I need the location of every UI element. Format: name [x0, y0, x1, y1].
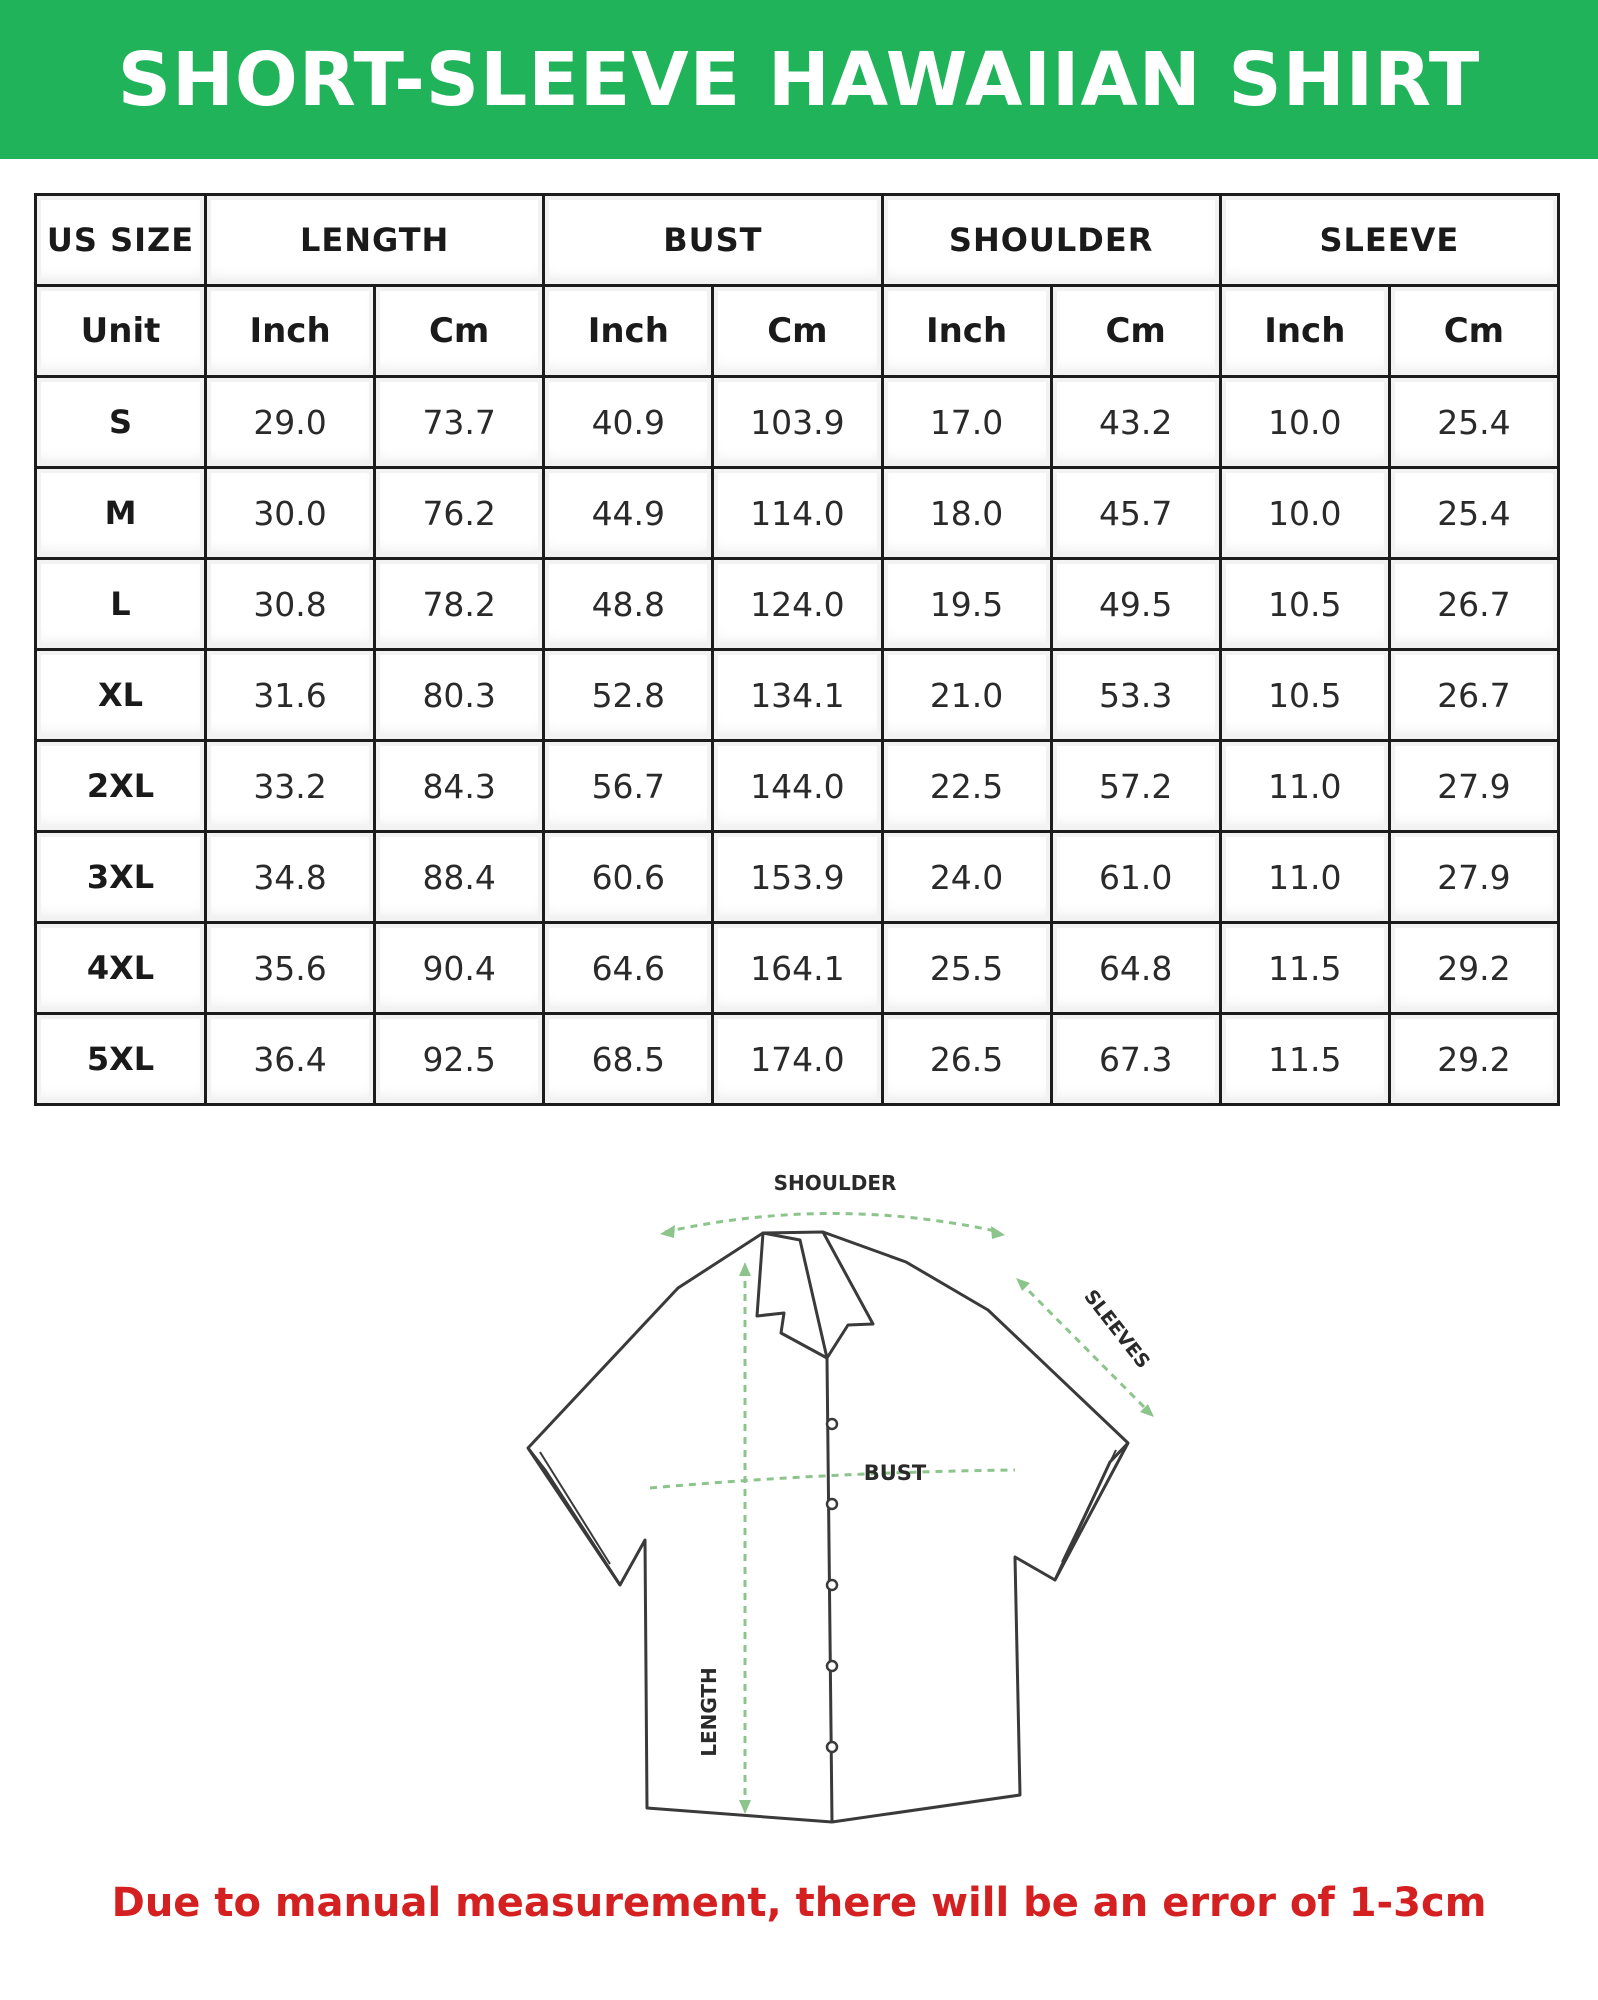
bust-cm-cell: 164.1 — [713, 923, 882, 1014]
length-cm-cell: 78.2 — [375, 559, 544, 650]
measurement-notice: Due to manual measurement, there will be an error of 1-3cm — [111, 1880, 1487, 1926]
table-row — [36, 923, 1559, 1014]
unit-length-cm: Cm — [375, 286, 544, 377]
header-length: LENGTH — [206, 195, 544, 286]
shoulder-inch-cell: 17.0 — [882, 377, 1051, 468]
length-inch-cell: 33.2 — [206, 741, 375, 832]
shoulder-inch-cell: 21.0 — [882, 650, 1051, 741]
button-icon — [827, 1499, 837, 1509]
sleeve-inch-cell: 10.0 — [1220, 468, 1389, 559]
group-header-row — [36, 195, 1559, 286]
bust-inch-cell: 56.7 — [544, 741, 713, 832]
shoulder-cm-cell: 57.2 — [1051, 741, 1220, 832]
header-sleeve: SLEEVE — [1220, 195, 1558, 286]
shoulder-cm-cell: 61.0 — [1051, 832, 1220, 923]
sleeve-inch-cell: 11.5 — [1220, 923, 1389, 1014]
bust-inch-cell: 40.9 — [544, 377, 713, 468]
table-row — [36, 832, 1559, 923]
bust-cm-cell: 114.0 — [713, 468, 882, 559]
sleeve-inch-cell: 10.0 — [1220, 377, 1389, 468]
unit-shoulder-cm: Cm — [1051, 286, 1220, 377]
table-row — [36, 559, 1559, 650]
size-chart-table — [34, 193, 1560, 1106]
bust-cm-cell: 144.0 — [713, 741, 882, 832]
table-row — [36, 741, 1559, 832]
bust-cm-cell: 174.0 — [713, 1014, 882, 1105]
sleeve-inch-cell: 11.0 — [1220, 832, 1389, 923]
shoulder-cm-cell: 53.3 — [1051, 650, 1220, 741]
unit-sleeve-inch: Inch — [1220, 286, 1389, 377]
bust-cm-cell: 124.0 — [713, 559, 882, 650]
sleeve-inch-cell: 10.5 — [1220, 650, 1389, 741]
page-title: SHORT-SLEEVE HAWAIIAN SHIRT — [117, 36, 1481, 123]
button-icon — [827, 1661, 837, 1671]
shoulder-inch-cell: 26.5 — [882, 1014, 1051, 1105]
sleeve-cm-cell: 25.4 — [1389, 377, 1558, 468]
shoulder-measure-line — [665, 1214, 1000, 1233]
sleeve-cm-cell: 26.7 — [1389, 559, 1558, 650]
length-inch-cell: 34.8 — [206, 832, 375, 923]
unit-shoulder-inch: Inch — [882, 286, 1051, 377]
shoulder-cm-cell: 49.5 — [1051, 559, 1220, 650]
shoulder-cm-cell: 64.8 — [1051, 923, 1220, 1014]
size-cell: 4XL — [36, 923, 206, 1014]
shoulder-inch-cell: 25.5 — [882, 923, 1051, 1014]
sleeve-cm-cell: 29.2 — [1389, 923, 1558, 1014]
length-cm-cell: 80.3 — [375, 650, 544, 741]
length-cm-cell: 84.3 — [375, 741, 544, 832]
button-icon — [827, 1419, 837, 1429]
table-row — [36, 1014, 1559, 1105]
shoulder-inch-cell: 18.0 — [882, 468, 1051, 559]
sleeve-inch-cell: 11.0 — [1220, 741, 1389, 832]
length-inch-cell: 31.6 — [206, 650, 375, 741]
length-cm-cell: 88.4 — [375, 832, 544, 923]
bust-label: BUST — [863, 1461, 927, 1485]
size-cell: 5XL — [36, 1014, 206, 1105]
length-label: LENGTH — [697, 1667, 721, 1757]
title-banner — [0, 0, 1598, 159]
length-cm-cell: 92.5 — [375, 1014, 544, 1105]
bust-inch-cell: 64.6 — [544, 923, 713, 1014]
shoulder-inch-cell: 19.5 — [882, 559, 1051, 650]
button-icon — [827, 1742, 837, 1752]
table-row — [36, 377, 1559, 468]
size-cell: 3XL — [36, 832, 206, 923]
shirt-outline — [528, 1232, 1128, 1822]
sleeve-cm-cell: 25.4 — [1389, 468, 1558, 559]
length-inch-cell: 29.0 — [206, 377, 375, 468]
length-inch-cell: 30.0 — [206, 468, 375, 559]
length-cm-cell: 90.4 — [375, 923, 544, 1014]
unit-bust-cm: Cm — [713, 286, 882, 377]
sleeves-label: SLEEVES — [1079, 1285, 1155, 1373]
bust-inch-cell: 48.8 — [544, 559, 713, 650]
unit-bust-inch: Inch — [544, 286, 713, 377]
arrow-icon — [1016, 1278, 1030, 1291]
header-us-size: US SIZE — [36, 195, 206, 286]
bust-inch-cell: 68.5 — [544, 1014, 713, 1105]
arrow-icon — [660, 1225, 675, 1238]
size-cell: XL — [36, 650, 206, 741]
arrow-icon — [991, 1226, 1005, 1239]
bust-cm-cell: 103.9 — [713, 377, 882, 468]
shirt-measurement-diagram — [480, 1150, 1180, 1850]
size-cell: S — [36, 377, 206, 468]
sleeve-cm-cell: 26.7 — [1389, 650, 1558, 741]
sleeve-inch-cell: 10.5 — [1220, 559, 1389, 650]
bust-inch-cell: 44.9 — [544, 468, 713, 559]
shoulder-cm-cell: 67.3 — [1051, 1014, 1220, 1105]
shoulder-cm-cell: 45.7 — [1051, 468, 1220, 559]
size-cell: 2XL — [36, 741, 206, 832]
shoulder-cm-cell: 43.2 — [1051, 377, 1220, 468]
header-bust: BUST — [544, 195, 882, 286]
header-shoulder: SHOULDER — [882, 195, 1220, 286]
size-cell: M — [36, 468, 206, 559]
sleeve-cm-cell: 29.2 — [1389, 1014, 1558, 1105]
unit-sleeve-cm: Cm — [1389, 286, 1558, 377]
length-cm-cell: 76.2 — [375, 468, 544, 559]
sleeve-cm-cell: 27.9 — [1389, 832, 1558, 923]
button-icon — [827, 1580, 837, 1590]
bust-inch-cell: 52.8 — [544, 650, 713, 741]
unit-label: Unit — [36, 286, 206, 377]
length-cm-cell: 73.7 — [375, 377, 544, 468]
unit-row — [36, 286, 1559, 377]
shoulder-inch-cell: 22.5 — [882, 741, 1051, 832]
shoulder-label: SHOULDER — [773, 1171, 897, 1195]
unit-length-inch: Inch — [206, 286, 375, 377]
table-row — [36, 468, 1559, 559]
length-inch-cell: 36.4 — [206, 1014, 375, 1105]
length-inch-cell: 30.8 — [206, 559, 375, 650]
bust-cm-cell: 153.9 — [713, 832, 882, 923]
size-cell: L — [36, 559, 206, 650]
shoulder-inch-cell: 24.0 — [882, 832, 1051, 923]
bust-cm-cell: 134.1 — [713, 650, 882, 741]
sleeve-inch-cell: 11.5 — [1220, 1014, 1389, 1105]
length-inch-cell: 35.6 — [206, 923, 375, 1014]
table-row — [36, 650, 1559, 741]
bust-inch-cell: 60.6 — [544, 832, 713, 923]
sleeve-cm-cell: 27.9 — [1389, 741, 1558, 832]
